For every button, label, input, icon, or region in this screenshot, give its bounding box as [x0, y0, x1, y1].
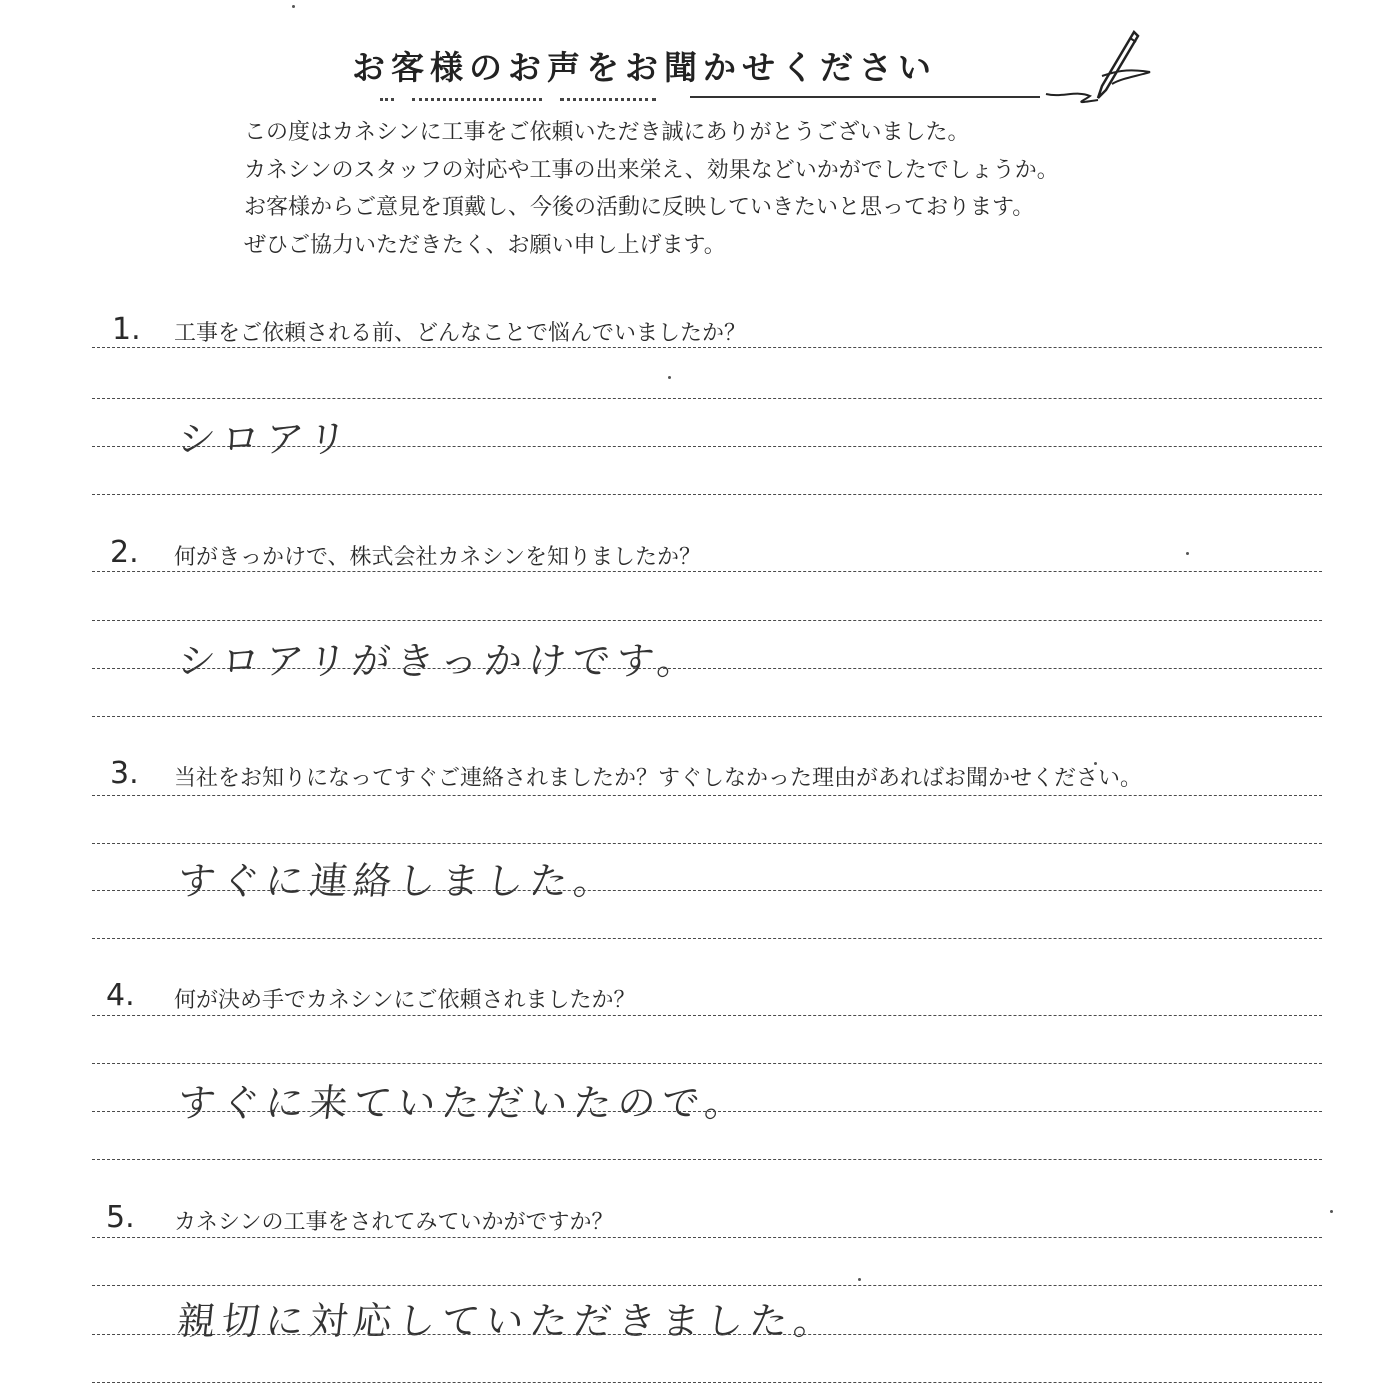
intro-line: この度はカネシンに工事をご依頼いただき誠にありがとうございました。 — [244, 120, 970, 145]
scan-speck — [668, 376, 671, 379]
answer-line — [92, 1159, 1322, 1160]
answer-line — [92, 890, 1322, 891]
answer-line — [92, 795, 1322, 796]
answer-line — [92, 398, 1322, 399]
intro-line: ぜひご協力いただきたく、お願い申し上げます。 — [244, 232, 726, 258]
scan-speck — [858, 1278, 861, 1281]
answer-line — [92, 716, 1322, 717]
intro-line: カネシンのスタッフの対応や工事の出来栄え、効果などいかがでしたでしょうか。 — [244, 157, 1059, 183]
handwritten-answer: すぐに来ていただいたので。 — [175, 1081, 752, 1125]
question-number: 3. — [110, 756, 139, 791]
answer-line — [92, 494, 1322, 495]
answer-line — [92, 1063, 1322, 1064]
handwritten-answer: 親切に対応していただきました。 — [175, 1299, 840, 1343]
answer-line — [92, 347, 1322, 348]
answer-line — [92, 938, 1322, 939]
answer-line — [92, 446, 1322, 447]
answer-line — [92, 1382, 1322, 1383]
pen-writing-icon — [1042, 28, 1162, 108]
answer-line — [92, 843, 1322, 844]
question-number: 4. — [106, 978, 135, 1013]
answer-line — [92, 1237, 1322, 1238]
answer-line — [92, 1111, 1322, 1112]
intro-line: お客様からご意見を頂戴し、今後の活動に反映していきたいと思っております。 — [244, 195, 1035, 220]
answer-line — [92, 1015, 1322, 1016]
question-text: 当社をお知りになってすぐご連絡されましたか？すぐしなかった理由があればお聞かせください。 — [174, 766, 1143, 791]
question-number: 1. — [112, 312, 141, 347]
intro-paragraph — [244, 114, 1059, 264]
answer-line — [92, 1285, 1322, 1286]
question-text: 工事をご依頼される前、どんなことで悩んでいましたか？ — [174, 321, 747, 346]
question-text: カネシンの工事をされてみていかがですか？ — [174, 1210, 614, 1235]
answer-line — [92, 620, 1322, 621]
answer-line — [92, 1334, 1322, 1335]
answer-line — [92, 668, 1322, 669]
decorative-dash — [412, 98, 542, 101]
scan-speck — [1094, 762, 1097, 765]
handwritten-answer: すぐに連絡しました。 — [175, 859, 620, 903]
title-underline — [690, 96, 1040, 98]
decorative-dash — [560, 98, 656, 101]
handwritten-answer: シロアリがきっかけです。 — [175, 639, 704, 683]
scan-speck — [1186, 552, 1189, 555]
handwritten-answer: シロアリ — [175, 417, 355, 461]
scan-speck — [292, 5, 295, 8]
decorative-dash — [380, 98, 394, 101]
question-text: 何が決め手でカネシンにご依頼されましたか？ — [174, 988, 636, 1013]
page-title: お客様のお声をお聞かせください — [352, 48, 937, 87]
answer-line — [92, 571, 1322, 572]
scan-speck — [1330, 1210, 1333, 1213]
question-text: 何がきっかけで、株式会社カネシンを知りましたか？ — [174, 545, 702, 570]
question-number: 5. — [106, 1200, 135, 1235]
question-number: 2. — [110, 535, 139, 570]
